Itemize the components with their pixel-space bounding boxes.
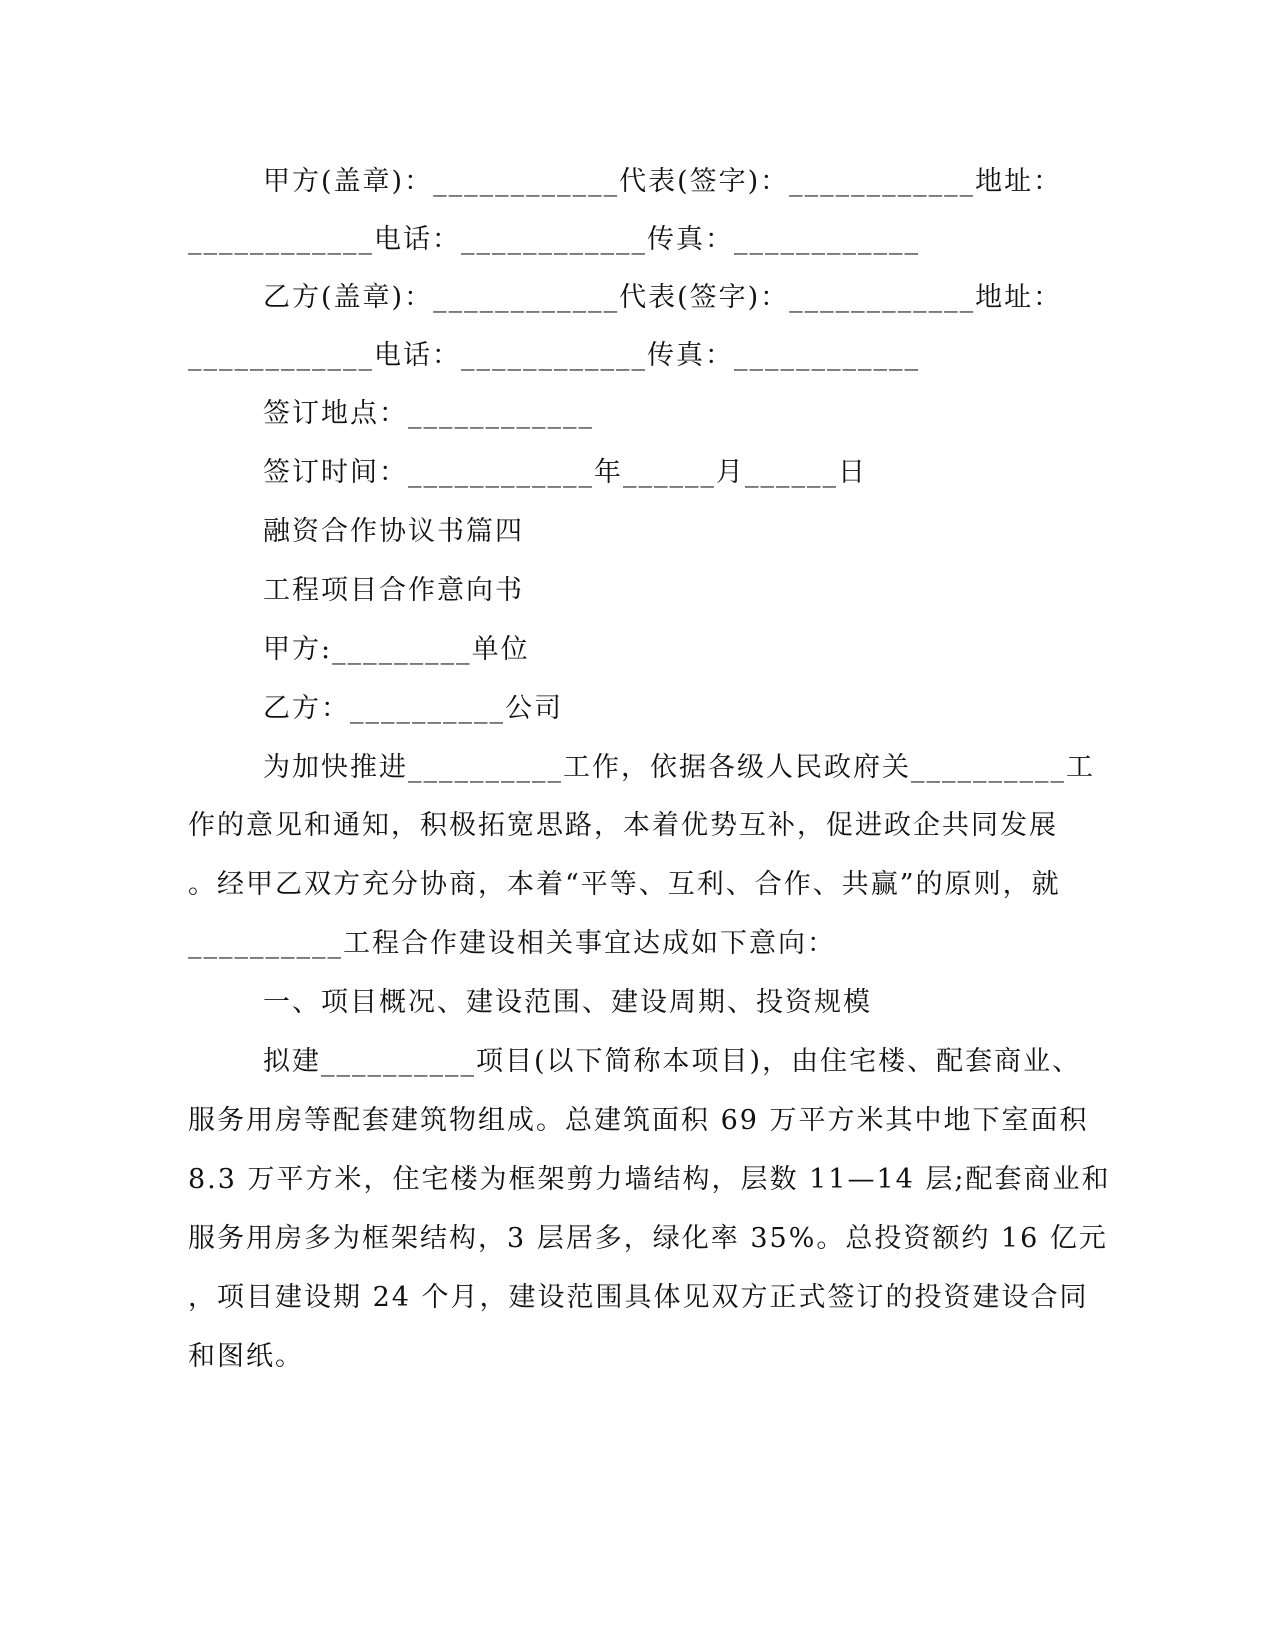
paragraph-line: 服务用房多为框架结构，3 层居多，绿化率 35%。总投资额约 16 亿元 (188, 1223, 1108, 1254)
paragraph-line: __________工程合作建设相关事宜达成如下意向： (188, 928, 836, 959)
party-b-line: 乙方：__________公司 (263, 693, 563, 724)
section-heading: 融资合作协议书篇四 (263, 516, 524, 547)
document-title: 工程项目合作意向书 (263, 575, 524, 606)
party-a-line: 甲方:_________单位 (263, 634, 530, 665)
paragraph-line: 8.3 万平方米，住宅楼为框架剪力墙结构，层数 11—14 层;配套商业和 (188, 1164, 1111, 1195)
paragraph-line: 。经甲乙双方充分协商，本着“平等、互利、合作、共赢”的原则，就 (188, 869, 1061, 900)
article-heading: 一、项目概况、建设范围、建设周期、投资规模 (263, 987, 872, 1018)
party-a-contact-line: ____________电话：____________传真：____________ (188, 224, 920, 255)
signing-date-line: 签订时间：____________年______月______日 (263, 457, 867, 488)
party-b-contact-line: ____________电话：____________传真：____________ (188, 340, 920, 371)
paragraph-line: ，项目建设期 24 个月，建设范围具体见双方正式签订的投资建设合同 (188, 1282, 1089, 1313)
paragraph-line: 和图纸。 (188, 1341, 304, 1372)
party-b-signature-line: 乙方(盖章)：____________代表(签字)：____________地址： (263, 282, 1063, 313)
party-a-signature-line: 甲方(盖章)：____________代表(签字)：____________地址： (263, 166, 1063, 197)
paragraph-line: 为加快推进__________工作，依据各级人民政府关__________工 (263, 752, 1095, 783)
signing-place-line: 签订地点：____________ (263, 398, 594, 429)
paragraph-line: 拟建__________项目(以下简称本项目)，由住宅楼、配套商业、 (263, 1046, 1082, 1077)
paragraph-line: 作的意见和通知，积极拓宽思路，本着优势互补，促进政企共同发展 (188, 810, 1058, 841)
paragraph-line: 服务用房等配套建筑物组成。总建筑面积 69 万平方米其中地下室面积 (188, 1105, 1089, 1136)
